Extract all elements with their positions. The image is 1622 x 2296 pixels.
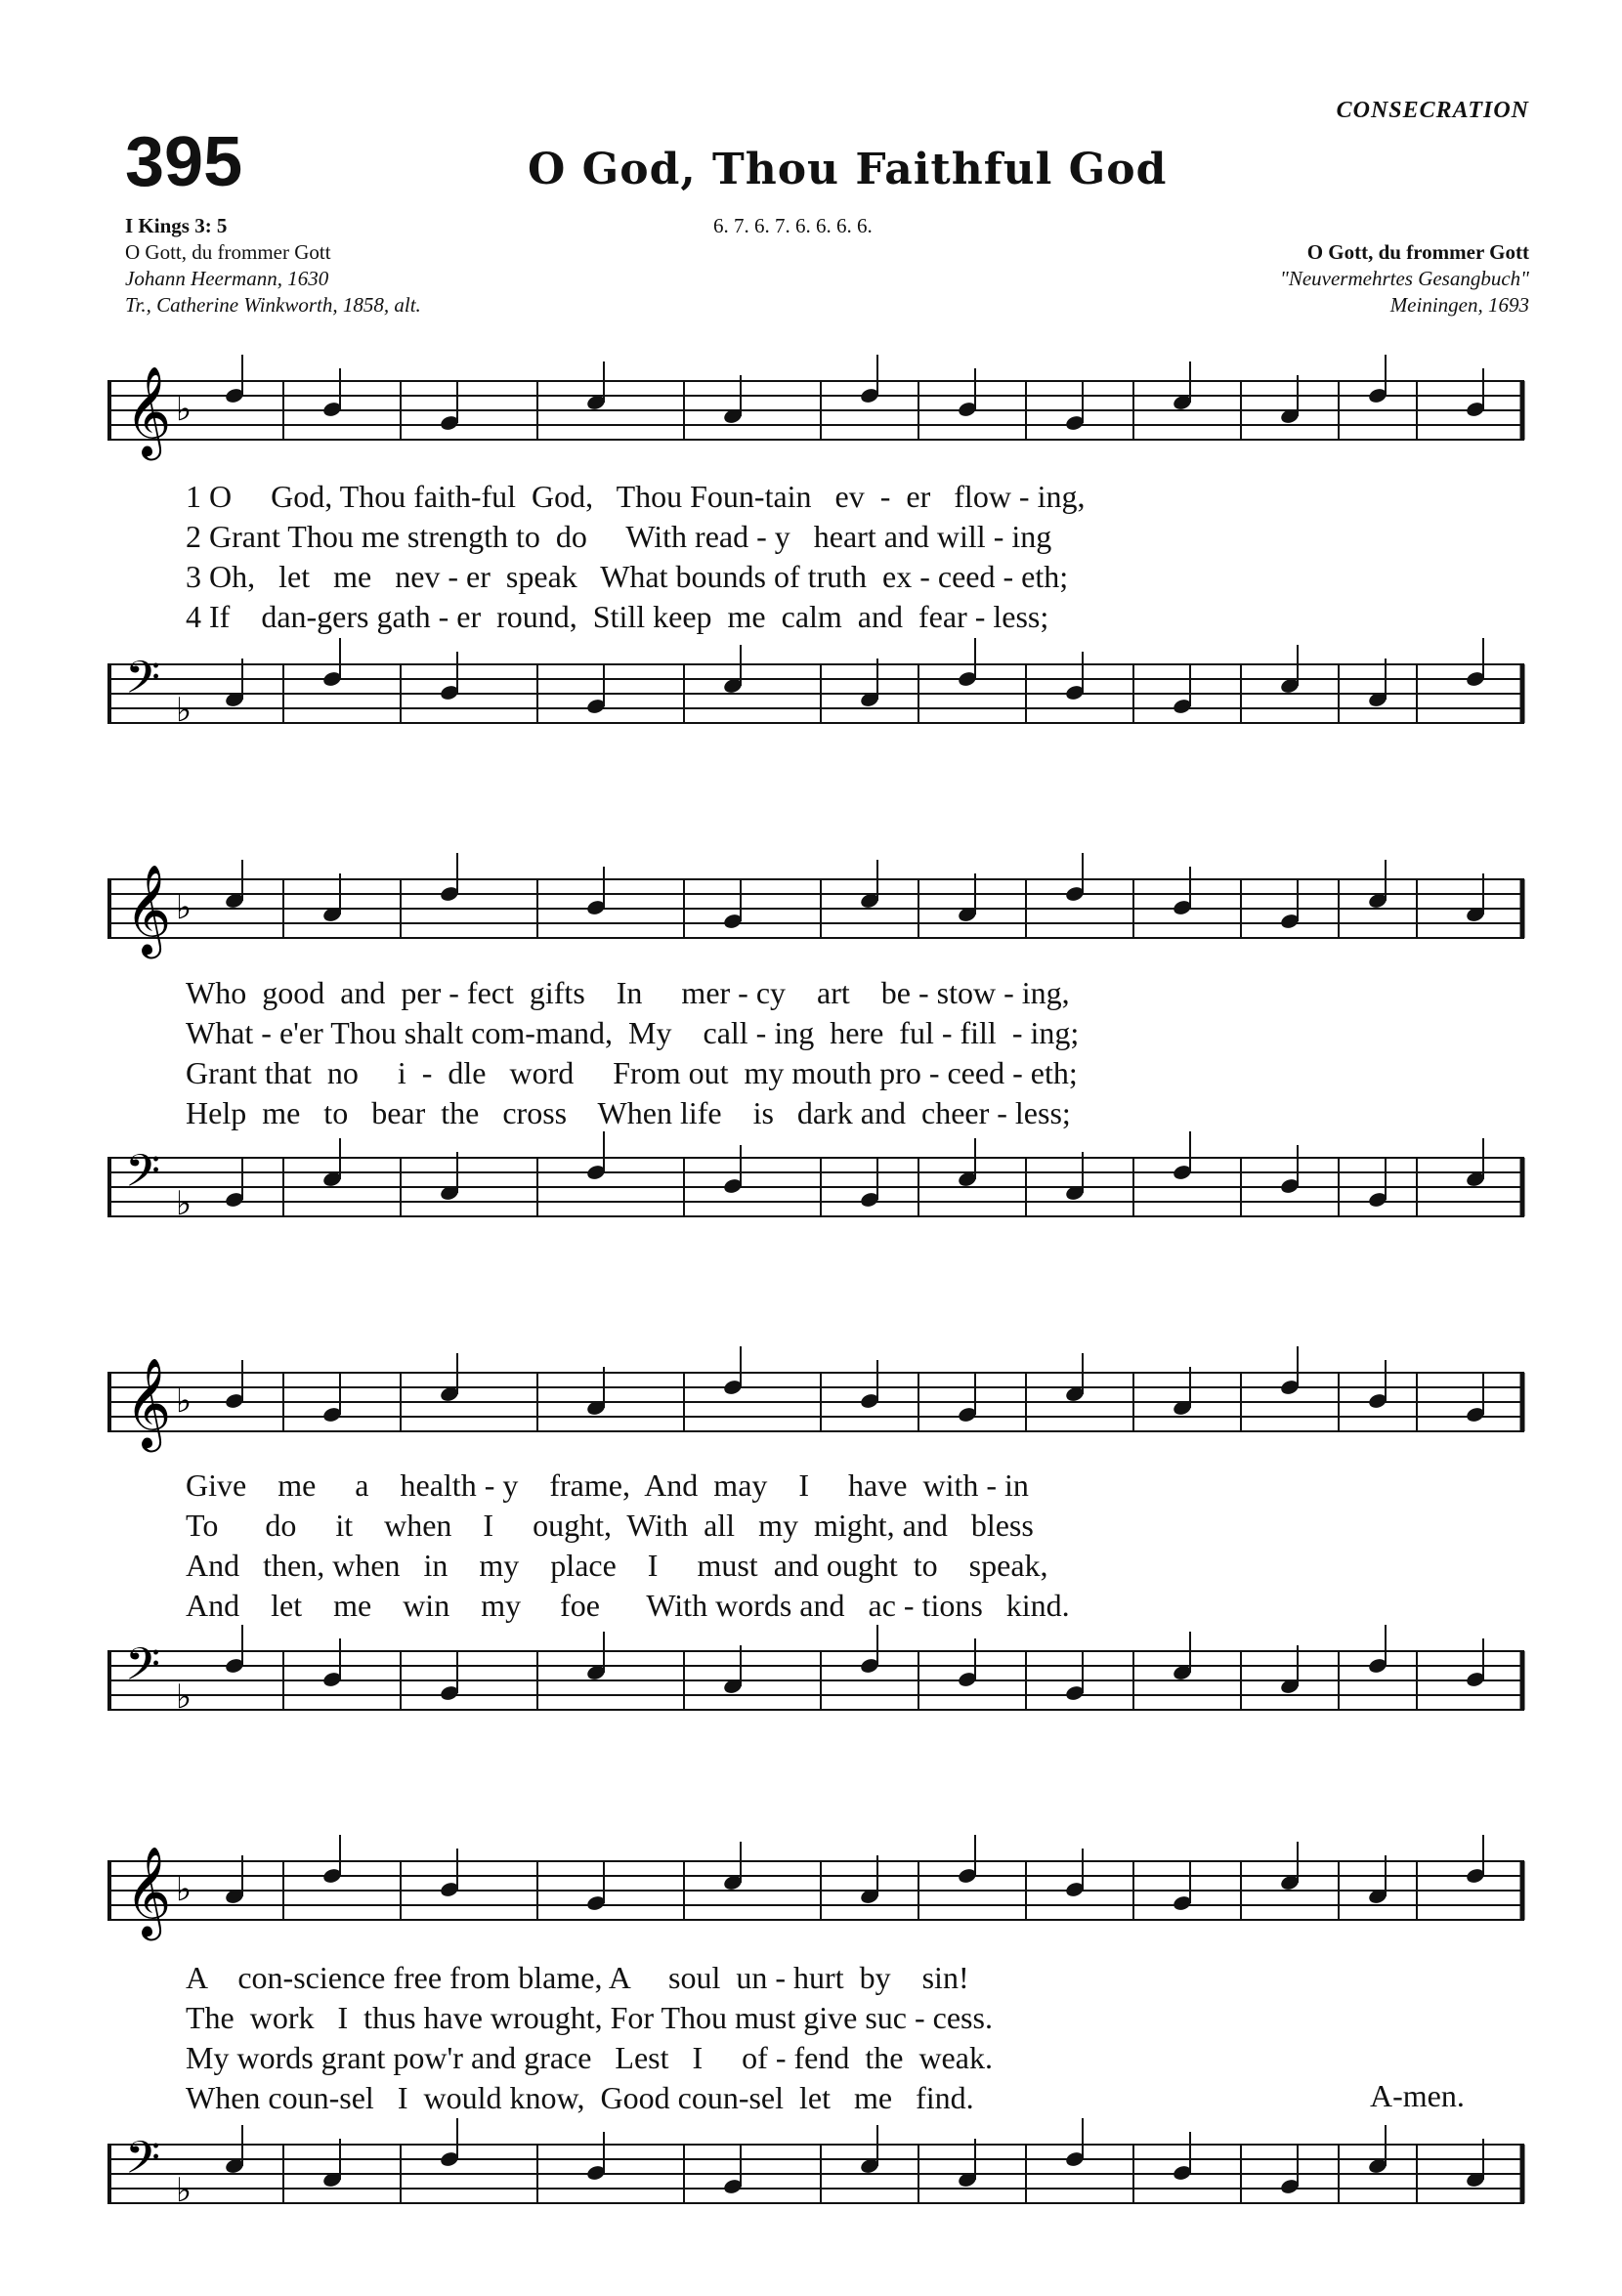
bass-staff-2 [107,1138,1524,1265]
bass-clef-icon: 𝄢 [125,1638,161,1702]
credits-left [125,213,421,319]
verse-block-2 [186,973,1495,1133]
lyric-line: When coun-sel I would know, Good coun-sel let me find. [186,2080,974,2115]
bass-clef-icon: 𝄢 [125,1145,161,1209]
flat-icon: ♭ [176,2171,192,2210]
flat-icon: ♭ [176,1678,192,1717]
verse-block-3 [186,1466,1495,1626]
lyric-line: The work I thus have wrought, For Thou must give suc - cess. [186,2000,993,2035]
lyric-line: What - e'er Thou shalt com-mand, My call - ing here ful - fill - ing; [186,1015,1080,1050]
author: Johann Heermann, 1630 [125,267,329,290]
section-label: CONSECRATION [1336,98,1529,123]
flat-icon: ♭ [176,691,192,730]
treble-staff-2 [107,860,1524,987]
lyric-line: A con-science free from blame, A soul un - hurt by sin! [186,1960,969,1995]
lyric-line: Grant that no i - dle word From out my mouth pro - ceed - eth; [186,1055,1078,1090]
tune-name: O Gott, du frommer Gott [1306,240,1529,264]
flat-icon: ♭ [176,888,192,927]
meter: 6. 7. 6. 7. 6. 6. 6. 6. [713,214,873,237]
lyric-line: To do it when I ought, With all my might, and bless [186,1508,1034,1543]
verse-block-4 [186,1958,1495,2118]
bass-staff-1 [107,645,1524,772]
lyric-line: And then, when in my place I must and ought to speak, [186,1548,1048,1583]
lyric-line: Who good and per - fect gifts In mer - cy art be - stow - ing, [186,975,1070,1010]
tune-source: "Neuvermehrtes Gesangbuch" [1280,267,1529,290]
treble-staff-4 [107,1842,1524,1969]
hymn-title: O God, Thou Faithful God [528,145,1168,194]
original-title: O Gott, du frommer Gott [125,240,331,264]
lyric-line: 2 Grant Thou me strength to do With read - y heart and will - ing [186,519,1052,554]
bass-staff-4 [107,2125,1524,2252]
scripture-ref: I Kings 3: 5 [125,214,228,237]
lyric-line: 3 Oh, let me nev - er speak What bounds of truth ex - ceed - eth; [186,559,1069,594]
flat-icon: ♭ [176,390,192,429]
treble-staff-3 [107,1353,1524,1480]
treble-clef-icon: 𝄞 [125,864,172,955]
lyric-line: 4 If dan-gers gath - er round, Still keep me calm and fear - less; [186,599,1049,634]
treble-clef-icon: 𝄞 [125,1846,172,1936]
verse-block-1 [186,477,1495,637]
treble-clef-icon: 𝄞 [125,365,172,456]
lyric-line: Help me to bear the cross When life is dark and cheer - less; [186,1095,1071,1130]
tune-date: Meiningen, 1693 [1389,293,1529,317]
flat-icon: ♭ [176,1870,192,1909]
flat-icon: ♭ [176,1184,192,1223]
bass-clef-icon: 𝄢 [125,652,161,715]
treble-clef-icon: 𝄞 [125,1357,172,1448]
flat-icon: ♭ [176,1382,192,1421]
bass-clef-icon: 𝄢 [125,2132,161,2195]
lyric-line: 1 O God, Thou faith-ful God, Thou Foun-tain ev - er flow - ing, [186,479,1086,514]
hymn-number: 395 [125,123,243,201]
bass-staff-3 [107,1632,1524,1759]
lyric-line: My words grant pow'r and grace Lest I of - fend the weak. [186,2040,993,2075]
lyric-line: Give me a health - y frame, And may I have with - in [186,1467,1029,1503]
translator: Tr., Catherine Winkworth, 1858, alt. [125,293,421,317]
lyric-line: And let me win my foe With words and ac - tions kind. [186,1588,1070,1623]
credits-right [1280,239,1529,319]
amen: A-men. [1370,2078,1465,2113]
treble-staff-1 [107,361,1524,489]
